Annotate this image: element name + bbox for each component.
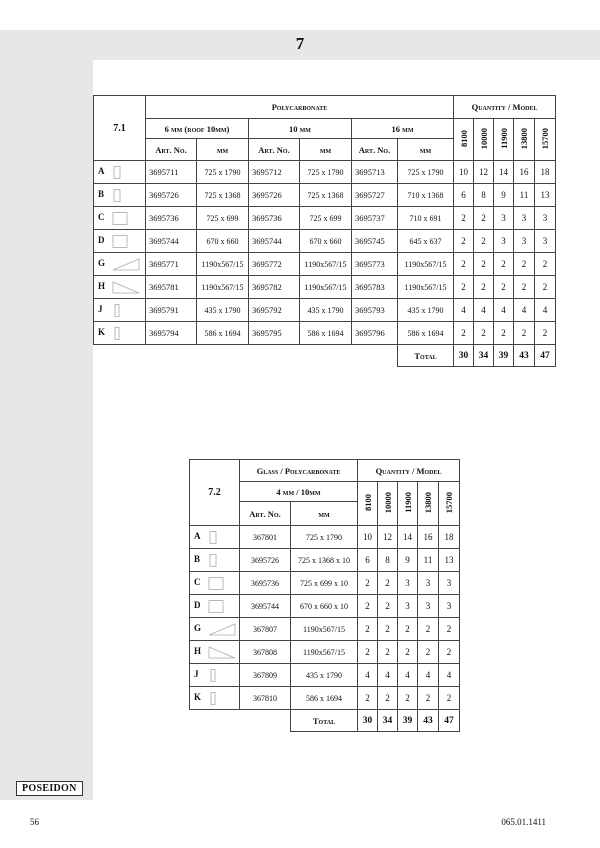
quantity-cell: 2	[454, 253, 474, 276]
row-label	[190, 687, 240, 710]
narrow-panel-icon	[208, 669, 218, 682]
quantity-cell: 2	[474, 207, 494, 230]
triangle-panel-icon	[112, 281, 140, 294]
quantity-cell: 3	[494, 230, 514, 253]
quantity-cell: 2	[439, 641, 460, 664]
art-no-cell: 3695737	[352, 207, 398, 230]
row-label	[94, 161, 146, 184]
narrow-panel-icon	[208, 692, 218, 705]
square-panel-icon	[208, 600, 224, 613]
row-label	[190, 526, 240, 549]
total-value: 47	[439, 710, 460, 732]
quantity-cell: 3	[535, 230, 556, 253]
size-cell: 1190x567/15	[300, 253, 352, 276]
quantity-cell: 3	[535, 207, 556, 230]
art-no-cell: 367808	[240, 641, 291, 664]
art-no-cell: 3695782	[249, 276, 300, 299]
group-header: 4 mm / 10mm	[240, 482, 358, 502]
quantity-cell: 2	[494, 276, 514, 299]
size-cell: 725 x 1790	[197, 161, 249, 184]
total-value: 39	[398, 710, 418, 732]
footer-document-code: 065.01.1411	[501, 817, 546, 827]
table-row	[94, 207, 556, 230]
group-header-16mm: 16 mm	[352, 119, 454, 139]
row-letter: B	[194, 554, 201, 565]
row-label	[190, 572, 240, 595]
size-cell: 670 x 660	[197, 230, 249, 253]
group-header-10mm: 10 mm	[249, 119, 352, 139]
quantity-cell: 2	[398, 687, 418, 710]
mm-header: mm	[197, 139, 249, 161]
quantity-cell: 2	[454, 230, 474, 253]
row-label	[94, 207, 146, 230]
quantity-cell: 4	[454, 299, 474, 322]
quantity-cell: 3	[494, 207, 514, 230]
quantity-cell: 6	[358, 549, 378, 572]
quantity-cell: 3	[439, 595, 460, 618]
size-cell: 725 x 699 x 10	[291, 572, 358, 595]
art-no-cell: 3695744	[249, 230, 300, 253]
size-cell: 1190x567/15	[398, 253, 454, 276]
quantity-cell: 3	[398, 572, 418, 595]
quantity-cell: 2	[358, 641, 378, 664]
quantity-header: Quantity / Model	[358, 460, 460, 482]
model-header: 10000	[378, 482, 398, 526]
quantity-cell: 9	[494, 184, 514, 207]
model-header: 8100	[454, 119, 474, 161]
art-no-cell: 3695711	[146, 161, 197, 184]
quantity-cell: 3	[439, 572, 460, 595]
quantity-cell: 2	[398, 641, 418, 664]
total-value: 39	[494, 345, 514, 367]
row-letter: D	[194, 600, 201, 611]
model-header: 11900	[494, 119, 514, 161]
material-header: Glass / Polycarbonate	[240, 460, 358, 482]
page-number: 7	[295, 34, 305, 53]
quantity-cell: 2	[474, 322, 494, 345]
art-no-cell: 3695727	[352, 184, 398, 207]
total-value: 47	[535, 345, 556, 367]
quantity-cell: 2	[454, 276, 474, 299]
quantity-cell: 2	[474, 230, 494, 253]
art-no-cell: 3695736	[240, 572, 291, 595]
art-no-cell: 3695713	[352, 161, 398, 184]
quantity-cell: 4	[398, 664, 418, 687]
total-label: Total	[398, 345, 454, 367]
table-row	[94, 184, 556, 207]
art-no-cell: 3695771	[146, 253, 197, 276]
top-margin	[0, 0, 600, 30]
quantity-cell: 16	[514, 161, 535, 184]
material-header: Polycarbonate	[146, 96, 454, 119]
quantity-cell: 2	[514, 322, 535, 345]
art-no-header: Art. No.	[249, 139, 300, 161]
quantity-cell: 2	[398, 618, 418, 641]
art-no-cell: 3695794	[146, 322, 197, 345]
quantity-cell: 10	[454, 161, 474, 184]
mm-header: mm	[291, 502, 358, 526]
quantity-cell: 18	[535, 161, 556, 184]
quantity-cell: 2	[358, 595, 378, 618]
table-row	[190, 641, 460, 664]
row-label	[190, 549, 240, 572]
row-label	[94, 299, 146, 322]
art-no-cell: 3695745	[352, 230, 398, 253]
size-cell: 1190x567/15	[300, 276, 352, 299]
tall-panel-icon	[112, 166, 122, 179]
quantity-cell: 6	[454, 184, 474, 207]
quantity-cell: 3	[514, 207, 535, 230]
art-no-cell: 3695795	[249, 322, 300, 345]
size-cell: 1190x567/15	[291, 641, 358, 664]
row-label	[190, 618, 240, 641]
size-cell: 586 x 1694	[398, 322, 454, 345]
quantity-cell: 2	[358, 687, 378, 710]
quantity-cell: 3	[418, 572, 439, 595]
quantity-cell: 4	[378, 664, 398, 687]
quantity-cell: 11	[418, 549, 439, 572]
table-row	[94, 276, 556, 299]
row-letter: A	[98, 166, 105, 177]
mm-header: mm	[300, 139, 352, 161]
model-header: 10000	[474, 119, 494, 161]
square-panel-icon	[208, 577, 224, 590]
quantity-cell: 2	[514, 276, 535, 299]
quantity-cell: 16	[418, 526, 439, 549]
quantity-cell: 3	[514, 230, 535, 253]
size-cell: 586 x 1694	[197, 322, 249, 345]
row-letter: J	[98, 304, 103, 315]
quantity-cell: 13	[535, 184, 556, 207]
quantity-cell: 8	[474, 184, 494, 207]
quantity-cell: 4	[358, 664, 378, 687]
quantity-cell: 2	[439, 687, 460, 710]
table-row	[190, 526, 460, 549]
row-letter: D	[98, 235, 105, 246]
row-letter: A	[194, 531, 201, 542]
quantity-cell: 4	[418, 664, 439, 687]
quantity-cell: 12	[474, 161, 494, 184]
row-label	[190, 595, 240, 618]
size-cell: 725 x 1790	[300, 161, 352, 184]
art-no-cell: 3695792	[249, 299, 300, 322]
tall-panel-icon	[112, 189, 122, 202]
model-header: 15700	[535, 119, 556, 161]
triangle-panel-icon	[208, 623, 236, 636]
size-cell: 725 x 1790	[291, 526, 358, 549]
table-row	[190, 572, 460, 595]
art-no-cell: 367801	[240, 526, 291, 549]
row-letter: C	[98, 212, 105, 223]
total-value: 43	[514, 345, 535, 367]
quantity-cell: 2	[535, 253, 556, 276]
art-no-cell: 3695773	[352, 253, 398, 276]
model-header: 13800	[418, 482, 439, 526]
quantity-cell: 2	[378, 687, 398, 710]
model-header: 15700	[439, 482, 460, 526]
total-label: Total	[291, 710, 358, 732]
quantity-cell: 2	[494, 253, 514, 276]
quantity-header: Quantity / Model	[454, 96, 556, 119]
row-letter: G	[194, 623, 202, 634]
quantity-cell: 2	[439, 618, 460, 641]
size-cell: 670 x 660 x 10	[291, 595, 358, 618]
size-cell: 435 x 1790	[291, 664, 358, 687]
size-cell: 710 x 1368	[398, 184, 454, 207]
table-row	[94, 253, 556, 276]
model-header: 11900	[398, 482, 418, 526]
quantity-cell: 4	[474, 299, 494, 322]
row-label	[94, 230, 146, 253]
art-no-cell: 3695796	[352, 322, 398, 345]
row-letter: H	[194, 646, 202, 657]
total-value: 43	[418, 710, 439, 732]
quantity-cell: 2	[514, 253, 535, 276]
total-value: 34	[474, 345, 494, 367]
quantity-cell: 2	[358, 618, 378, 641]
row-label	[94, 276, 146, 299]
table-row	[190, 549, 460, 572]
art-no-cell: 3695744	[146, 230, 197, 253]
size-cell: 645 x 637	[398, 230, 454, 253]
art-no-cell: 367809	[240, 664, 291, 687]
quantity-cell: 2	[474, 253, 494, 276]
table-row	[190, 618, 460, 641]
size-cell: 435 x 1790	[197, 299, 249, 322]
quantity-cell: 2	[454, 322, 474, 345]
group-header-6mm: 6 mm (roof 10mm)	[146, 119, 249, 139]
size-cell: 1190x567/15	[398, 276, 454, 299]
quantity-cell: 10	[358, 526, 378, 549]
row-letter: H	[98, 281, 106, 292]
row-letter: K	[194, 692, 202, 703]
footer-page-number: 56	[30, 817, 39, 827]
model-header: 8100	[358, 482, 378, 526]
quantity-cell: 2	[378, 572, 398, 595]
quantity-cell: 2	[418, 687, 439, 710]
art-no-header: Art. No.	[352, 139, 398, 161]
table-row	[94, 322, 556, 345]
table-row	[190, 664, 460, 687]
quantity-cell: 2	[378, 641, 398, 664]
art-no-cell: 3695712	[249, 161, 300, 184]
art-no-cell: 367810	[240, 687, 291, 710]
art-no-header: Art. No.	[146, 139, 197, 161]
row-label	[94, 184, 146, 207]
square-panel-icon	[112, 235, 128, 248]
quantity-cell: 2	[474, 276, 494, 299]
table-7-2	[189, 459, 460, 732]
triangle-panel-icon	[208, 646, 236, 659]
quantity-cell: 2	[535, 322, 556, 345]
total-spacer	[94, 345, 398, 367]
row-letter: K	[98, 327, 106, 338]
quantity-cell: 2	[418, 618, 439, 641]
quantity-cell: 12	[378, 526, 398, 549]
total-value: 30	[358, 710, 378, 732]
section-number: 7.2	[190, 460, 240, 526]
quantity-cell: 18	[439, 526, 460, 549]
table-7-1	[93, 95, 556, 367]
triangle-panel-icon	[112, 258, 140, 271]
narrow-panel-icon	[112, 304, 122, 317]
table-row	[94, 230, 556, 253]
total-value: 30	[454, 345, 474, 367]
size-cell: 710 x 691	[398, 207, 454, 230]
row-letter: C	[194, 577, 201, 588]
quantity-cell: 13	[439, 549, 460, 572]
size-cell: 435 x 1790	[398, 299, 454, 322]
size-cell: 1190x567/15	[197, 253, 249, 276]
art-no-cell: 3695793	[352, 299, 398, 322]
art-no-cell: 3695744	[240, 595, 291, 618]
tall-panel-icon	[208, 531, 218, 544]
row-label	[94, 322, 146, 345]
table-row	[190, 687, 460, 710]
table-row	[94, 161, 556, 184]
size-cell: 725 x 699	[197, 207, 249, 230]
total-spacer	[190, 710, 291, 732]
art-no-header: Art. No.	[240, 502, 291, 526]
model-header: 13800	[514, 119, 535, 161]
quantity-cell: 3	[418, 595, 439, 618]
size-cell: 1190x567/15	[197, 276, 249, 299]
quantity-cell: 2	[418, 641, 439, 664]
quantity-cell: 8	[378, 549, 398, 572]
size-cell: 1190x567/15	[291, 618, 358, 641]
table-row	[94, 299, 556, 322]
art-no-cell: 3695781	[146, 276, 197, 299]
quantity-cell: 3	[398, 595, 418, 618]
row-letter: J	[194, 669, 199, 680]
quantity-cell: 4	[514, 299, 535, 322]
size-cell: 725 x 1368	[300, 184, 352, 207]
quantity-cell: 2	[535, 276, 556, 299]
art-no-cell: 3695791	[146, 299, 197, 322]
row-label	[190, 641, 240, 664]
quantity-cell: 4	[494, 299, 514, 322]
art-no-cell: 3695726	[240, 549, 291, 572]
row-letter: G	[98, 258, 106, 269]
table-row	[190, 595, 460, 618]
art-no-cell: 3695736	[249, 207, 300, 230]
size-cell: 586 x 1694	[291, 687, 358, 710]
quantity-cell: 9	[398, 549, 418, 572]
section-number: 7.1	[94, 96, 146, 161]
quantity-cell: 2	[378, 595, 398, 618]
quantity-cell: 2	[454, 207, 474, 230]
size-cell: 435 x 1790	[300, 299, 352, 322]
quantity-cell: 14	[398, 526, 418, 549]
square-panel-icon	[112, 212, 128, 225]
art-no-cell: 3695736	[146, 207, 197, 230]
art-no-cell: 3695726	[146, 184, 197, 207]
quantity-cell: 14	[494, 161, 514, 184]
quantity-cell: 2	[494, 322, 514, 345]
size-cell: 725 x 1368	[197, 184, 249, 207]
size-cell: 725 x 1368 x 10	[291, 549, 358, 572]
quantity-cell: 11	[514, 184, 535, 207]
row-letter: B	[98, 189, 105, 200]
quantity-cell: 4	[535, 299, 556, 322]
quantity-cell: 2	[378, 618, 398, 641]
brand-logo: POSEIDON	[16, 781, 83, 796]
row-label	[190, 664, 240, 687]
size-cell: 725 x 699	[300, 207, 352, 230]
art-no-cell: 3695772	[249, 253, 300, 276]
size-cell: 586 x 1694	[300, 322, 352, 345]
quantity-cell: 2	[358, 572, 378, 595]
art-no-cell: 3695726	[249, 184, 300, 207]
size-cell: 725 x 1790	[398, 161, 454, 184]
row-label	[94, 253, 146, 276]
tall-panel-icon	[208, 554, 218, 567]
art-no-cell: 3695783	[352, 276, 398, 299]
art-no-cell: 367807	[240, 618, 291, 641]
narrow-panel-icon	[112, 327, 122, 340]
total-value: 34	[378, 710, 398, 732]
quantity-cell: 4	[439, 664, 460, 687]
mm-header: mm	[398, 139, 454, 161]
size-cell: 670 x 660	[300, 230, 352, 253]
